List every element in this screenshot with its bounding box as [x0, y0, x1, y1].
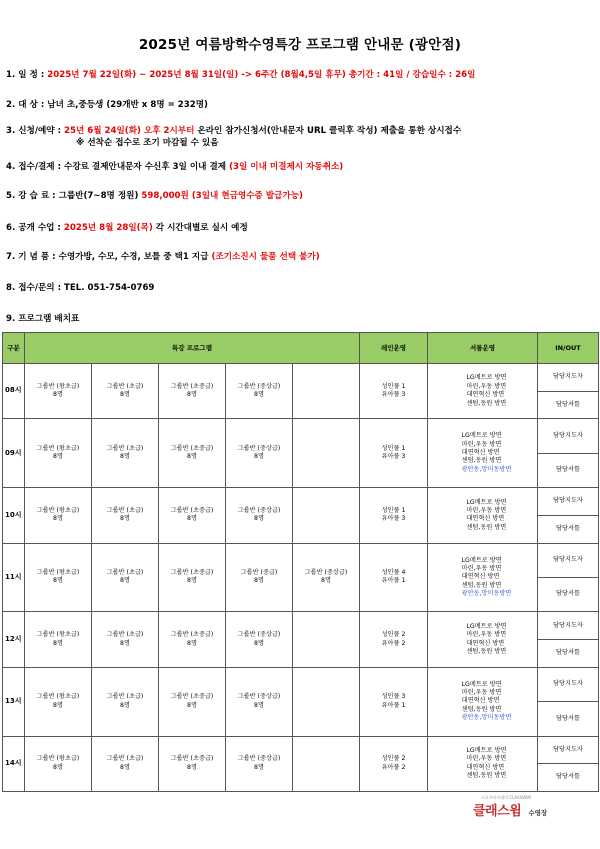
shuttle-cell — [428, 364, 538, 419]
info-text: 수강료 결제안내문자 수신후 3일 이내 결제 — [64, 162, 227, 172]
shuttle-route: 마린,우동 방면 — [466, 755, 507, 763]
class-capacity: 8명 — [53, 577, 63, 585]
lane-cell — [360, 364, 428, 419]
info-label: 2. 대 상 : — [6, 100, 45, 110]
class-cell — [159, 488, 226, 543]
lane-item: 성인풀 3 — [381, 693, 406, 701]
class-cell — [92, 612, 159, 667]
lane-item: 유아풀 2 — [381, 639, 406, 647]
class-name: 그룹반 (중상급) — [237, 507, 281, 515]
class-cell — [25, 543, 92, 612]
class-capacity: 8명 — [187, 639, 197, 647]
shuttle-route: 센텀,동원 방면 — [461, 581, 502, 589]
info-highlight: 598,000원 (3일내 현금영수증 발급가능) — [141, 191, 303, 201]
class-cell — [293, 543, 360, 612]
class-capacity: 8명 — [53, 639, 63, 647]
class-cell — [226, 667, 293, 736]
header-inout: IN/OUT — [538, 333, 599, 364]
out-cell: 담당셔틀 — [538, 640, 599, 668]
time-cell: 10시 — [3, 488, 25, 543]
class-capacity: 8명 — [120, 639, 130, 647]
shuttle-route: LG메트로 방면 — [466, 622, 507, 630]
class-name: 그룹반 (초중급) — [170, 444, 214, 452]
class-name: 그룹반 (중상급) — [237, 693, 281, 701]
class-cell — [293, 667, 360, 736]
class-capacity: 8명 — [321, 577, 331, 585]
shuttle-route: 센텀,동원 방면 — [466, 399, 507, 407]
shuttle-route: 센텀,동원 방면 — [461, 705, 502, 713]
logo-tagline: 스포츠아카데미 CLASSWIM — [481, 795, 531, 800]
class-capacity: 8명 — [53, 453, 63, 461]
class-name: 그룹반 (초중급) — [170, 382, 214, 390]
class-name: 그룹반 (왕초급) — [36, 382, 80, 390]
class-cell — [293, 488, 360, 543]
table-row — [3, 612, 599, 640]
shuttle-route: 마린,우동 방면 — [461, 564, 502, 572]
info-target — [6, 98, 208, 110]
page-title: 2025년 여름방학수영특강 프로그램 안내문 (광안점) — [138, 37, 462, 53]
class-cell — [25, 612, 92, 667]
class-name: 그룹반 (초급) — [106, 444, 144, 452]
header-time: 구분 — [3, 333, 25, 364]
lane-item: 성인풀 1 — [381, 507, 406, 515]
shuttle-route: 대연혁신 방면 — [461, 449, 500, 457]
class-capacity: 8명 — [187, 763, 197, 771]
shuttle-list — [458, 747, 506, 780]
class-cell — [92, 667, 159, 736]
class-cell — [92, 736, 159, 791]
table-row — [3, 364, 599, 392]
shuttle-route: 마린,우동 방면 — [466, 631, 507, 639]
shuttle-route: 센텀,동원 방면 — [461, 457, 502, 465]
class-capacity: 8명 — [187, 701, 197, 709]
lane-item: 유아풀 1 — [381, 577, 406, 585]
class-cell — [159, 736, 226, 791]
info-registration-note: ※ 선착순 접수로 조기 마감될 수 있음 — [76, 138, 219, 148]
lane-cell — [360, 612, 428, 667]
info-registration — [6, 124, 461, 136]
info-label: 1. 일 정 : — [6, 70, 45, 80]
class-capacity: 8명 — [187, 515, 197, 523]
shuttle-cell — [428, 612, 538, 667]
shuttle-list — [458, 499, 506, 532]
class-capacity: 8명 — [53, 763, 63, 771]
class-name: 그룹반 (초급) — [106, 507, 144, 515]
shuttle-list — [458, 623, 506, 656]
shuttle-cell — [428, 488, 538, 543]
in-cell: 담당지도자 — [538, 612, 599, 640]
shuttle-route: 마린,우동 방면 — [466, 507, 507, 515]
class-capacity: 8명 — [120, 701, 130, 709]
shuttle-route: LG메트로 방면 — [461, 432, 502, 440]
info-highlight: (3일 이내 미결제시 자동취소) — [229, 162, 344, 172]
class-name: 그룹반 (초중급) — [170, 507, 214, 515]
class-name: 그룹반 (중상급) — [237, 444, 281, 452]
lane-item: 성인풀 1 — [381, 444, 406, 452]
table-row — [3, 419, 599, 453]
lane-item: 유아풀 3 — [381, 515, 406, 523]
class-name: 그룹반 (초급) — [106, 569, 144, 577]
class-cell — [226, 612, 293, 667]
info-label: 5. 강 습 료 : — [6, 191, 56, 201]
out-cell: 담당셔틀 — [538, 702, 599, 736]
info-label: 8. 접수/문의 : — [6, 283, 62, 293]
info-text: TEL. 051-754-0769 — [64, 283, 155, 293]
class-cell — [226, 543, 293, 612]
in-cell: 담당지도자 — [538, 364, 599, 392]
table-row — [3, 667, 599, 701]
class-cell — [226, 419, 293, 488]
info-label: 4. 접수/결제 : — [6, 162, 62, 172]
shuttle-cell — [428, 419, 538, 488]
shuttle-route-extra: 광안동,망미동방면 — [461, 590, 512, 597]
shuttle-route: 대연혁신 방면 — [466, 515, 505, 523]
info-label: 7. 기 념 품 : — [6, 252, 56, 262]
class-capacity: 8명 — [120, 515, 130, 523]
lane-cell — [360, 488, 428, 543]
info-highlight: 25년 6월 24일(화) 오후 2시부터 — [64, 126, 195, 136]
in-cell: 담당지도자 — [538, 736, 599, 764]
time-cell: 09시 — [3, 419, 25, 488]
class-capacity: 8명 — [53, 515, 63, 523]
shuttle-route: LG메트로 방면 — [466, 374, 507, 382]
class-name: 그룹반 (중상급) — [237, 382, 281, 390]
class-name: 그룹반 (초중급) — [170, 693, 214, 701]
shuttle-route: 마린,우동 방면 — [461, 689, 502, 697]
shuttle-route-extra: 광안동,망미동방면 — [461, 714, 512, 722]
class-cell — [159, 612, 226, 667]
info-payment — [6, 160, 343, 172]
shuttle-route: LG메트로 방면 — [461, 556, 502, 564]
lane-item: 성인풀 2 — [381, 755, 406, 763]
class-capacity: 8명 — [187, 453, 197, 461]
lane-item: 성인풀 2 — [381, 631, 406, 639]
class-name: 그룹반 (초급) — [106, 382, 144, 390]
shuttle-list — [454, 557, 512, 599]
class-capacity: 8명 — [254, 515, 264, 523]
in-cell: 담당지도자 — [538, 667, 599, 701]
shuttle-route: LG메트로 방면 — [461, 680, 502, 688]
shuttle-cell — [428, 667, 538, 736]
class-capacity: 8명 — [120, 453, 130, 461]
class-name: 그룹반 (중급) — [240, 569, 278, 577]
info-gift — [6, 250, 320, 262]
class-cell — [293, 612, 360, 667]
class-name: 그룹반 (초급) — [106, 755, 144, 763]
shuttle-list — [458, 374, 506, 407]
header-program: 특강 프로그램 — [25, 333, 360, 364]
shuttle-route: 마린,우동 방면 — [466, 382, 507, 390]
class-capacity: 8명 — [120, 763, 130, 771]
class-name: 그룹반 (왕초급) — [36, 444, 80, 452]
in-cell: 담당지도자 — [538, 419, 599, 453]
header-shuttle: 셔틀운영 — [428, 333, 538, 364]
shuttle-route: 센텀,동원 방면 — [466, 523, 507, 531]
class-cell — [159, 543, 226, 612]
info-highlight: (조기소진시 물품 선택 불가) — [211, 252, 320, 262]
class-name: 그룹반 (초중급) — [170, 631, 214, 639]
shuttle-route: LG메트로 방면 — [466, 498, 507, 506]
brand-logo — [473, 795, 583, 822]
class-name: 그룹반 (중상급) — [304, 569, 348, 577]
class-cell — [226, 736, 293, 791]
class-cell — [25, 364, 92, 419]
info-contact — [6, 281, 154, 293]
out-cell: 담당셔틀 — [538, 453, 599, 487]
class-capacity: 8명 — [120, 391, 130, 399]
info-text: 각 시간대별로 실시 예정 — [155, 223, 248, 233]
lane-cell — [360, 667, 428, 736]
lane-item: 유아풀 2 — [381, 763, 406, 771]
shuttle-route: 대연혁신 방면 — [461, 573, 500, 581]
time-cell: 12시 — [3, 612, 25, 667]
class-cell — [25, 488, 92, 543]
class-cell — [293, 364, 360, 419]
info-fee — [6, 189, 303, 201]
class-capacity: 8명 — [254, 763, 264, 771]
info-highlight: 2025년 8월 28일(목) — [63, 223, 153, 233]
class-capacity: 8명 — [120, 577, 130, 585]
lane-item: 유아풀 3 — [381, 453, 406, 461]
class-name: 그룹반 (초급) — [106, 631, 144, 639]
class-capacity: 8명 — [53, 701, 63, 709]
shuttle-route: 대연혁신 방면 — [461, 697, 500, 705]
out-cell: 담당셔틀 — [538, 577, 599, 611]
info-label: 3. 신청/예약 : — [6, 126, 62, 136]
class-capacity: 8명 — [254, 453, 264, 461]
class-capacity: 8명 — [53, 391, 63, 399]
lane-item: 유아풀 1 — [381, 701, 406, 709]
class-name: 그룹반 (왕초급) — [36, 693, 80, 701]
class-name: 그룹반 (왕초급) — [36, 755, 80, 763]
class-capacity: 8명 — [254, 391, 264, 399]
class-cell — [293, 419, 360, 488]
class-cell — [92, 419, 159, 488]
lane-cell — [360, 419, 428, 488]
class-name: 그룹반 (초중급) — [170, 755, 214, 763]
in-cell: 담당지도자 — [538, 543, 599, 577]
time-cell: 11시 — [3, 543, 25, 612]
shuttle-list — [454, 681, 512, 723]
class-cell — [159, 667, 226, 736]
shuttle-cell — [428, 736, 538, 791]
class-name: 그룹반 (초중급) — [170, 569, 214, 577]
in-cell: 담당지도자 — [538, 488, 599, 516]
table-row — [3, 736, 599, 764]
class-capacity: 8명 — [254, 577, 264, 585]
time-cell: 14시 — [3, 736, 25, 791]
class-capacity: 8명 — [187, 391, 197, 399]
info-open-class — [6, 221, 248, 233]
class-name: 그룹반 (중상급) — [237, 755, 281, 763]
out-cell: 담당셔틀 — [538, 391, 599, 419]
class-cell — [226, 488, 293, 543]
class-cell — [25, 736, 92, 791]
info-text: 그룹반(7~8명 정원) — [58, 191, 139, 201]
class-cell — [92, 488, 159, 543]
shuttle-route: 센텀,동원 방면 — [466, 647, 507, 655]
shuttle-list — [454, 432, 512, 474]
class-name: 그룹반 (왕초급) — [36, 631, 80, 639]
logo-text: 클래스윔 — [473, 804, 522, 819]
class-name: 그룹반 (왕초급) — [36, 507, 80, 515]
header-lane: 레인운영 — [360, 333, 428, 364]
class-capacity: 8명 — [254, 639, 264, 647]
lane-item: 성인풀 1 — [381, 382, 406, 390]
table-row — [3, 488, 599, 516]
class-cell — [159, 419, 226, 488]
out-cell: 담당셔틀 — [538, 515, 599, 543]
info-text: 수영가방, 수모, 수경, 보틀 중 택1 지급 — [58, 252, 209, 262]
shuttle-route: 대연혁신 방면 — [466, 391, 505, 399]
info-highlight: 2025년 7월 22일(화) ~ 2025년 8월 31일(일) -> 6주간 (8월4,5일 휴무) 총기간 : 41일 / 강습일수 : 26일 — [47, 70, 476, 80]
info-text: 온라인 참가신청서(안내문자 URL 클릭후 작성) 제출을 통한 상시접수 — [197, 126, 462, 136]
shuttle-cell — [428, 543, 538, 612]
shuttle-route: 마린,우동 방면 — [461, 440, 502, 448]
class-cell — [226, 364, 293, 419]
class-name: 그룹반 (중상급) — [237, 631, 281, 639]
class-cell — [92, 543, 159, 612]
time-cell: 13시 — [3, 667, 25, 736]
shuttle-route: 대연혁신 방면 — [466, 763, 505, 771]
info-schedule — [6, 68, 475, 80]
class-name: 그룹반 (왕초급) — [36, 569, 80, 577]
class-capacity: 8명 — [187, 577, 197, 585]
info-table-heading: 9. 프로그램 배치표 — [6, 314, 80, 324]
class-cell — [25, 667, 92, 736]
class-cell — [25, 419, 92, 488]
lane-item: 유아풀 3 — [381, 391, 406, 399]
table-row — [3, 543, 599, 577]
lane-item: 성인풀 4 — [381, 569, 406, 577]
time-cell: 08시 — [3, 364, 25, 419]
class-cell — [92, 364, 159, 419]
info-text: 남녀 초,중등생 (29개반 x 8명 = 232명) — [47, 100, 208, 110]
class-capacity: 8명 — [254, 701, 264, 709]
info-label: 6. 공개 수업 : — [6, 223, 61, 233]
lane-cell — [360, 543, 428, 612]
shuttle-route: LG메트로 방면 — [466, 747, 507, 755]
class-cell — [159, 364, 226, 419]
shuttle-route-extra: 광안동,망미동방면 — [461, 465, 512, 473]
shuttle-route: 대연혁신 방면 — [466, 639, 505, 647]
class-name: 그룹반 (초급) — [106, 693, 144, 701]
program-table — [2, 332, 599, 792]
logo-sub: 수영장 — [528, 809, 548, 817]
class-cell — [293, 736, 360, 791]
out-cell: 담당셔틀 — [538, 764, 599, 792]
lane-cell — [360, 736, 428, 791]
table-header-row — [3, 333, 599, 364]
shuttle-route: 센텀,동원 방면 — [466, 772, 507, 780]
